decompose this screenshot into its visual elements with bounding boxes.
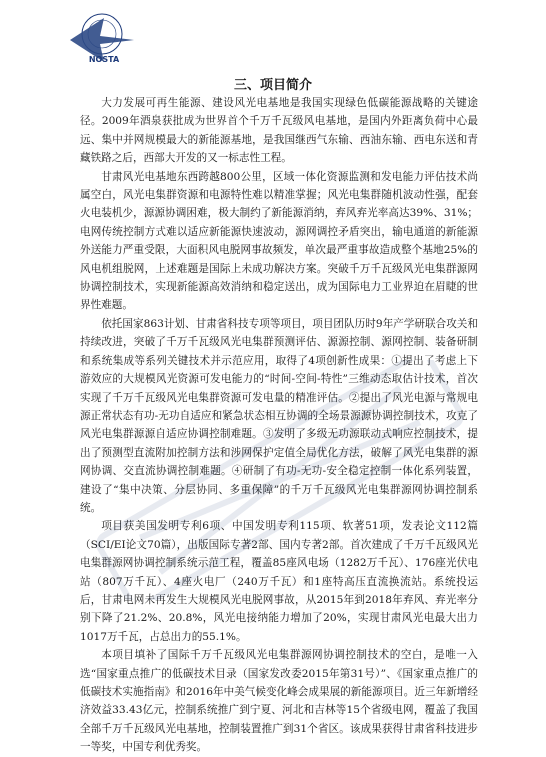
- document-body: [80, 94, 478, 757]
- logo-text: NOSTA: [88, 55, 120, 64]
- paragraph-1: 大力发展可再生能源、建设风光电基地是我国实现绿色低碳能源战略的关键途径。2009年酒泉获批成为世界首个千万千瓦级风电基地，是国内外距离负荷中心最远、集中并网规模最大的新能源基地，是我国继西气东输、西油东输、西电东送和青藏铁路之后，西部大开发的又一标志性工程。: [80, 97, 478, 165]
- nosta-logo: [60, 10, 140, 65]
- paragraph-3: 依托国家863计划、甘肃省科技专项等项目，项目团队历时9年产学研联合攻关和持续改进，突破了千万千瓦级风光电集群预测评估、源源控制、源网控制、装备研制和系统集成等系列关键技术并示范应用，取得了4项创新性成果：①提出了考虑上下游效应的大规模风光资源可发电能力的“时间-空间-特性”三维动态取估计技术，首次实现了千万千瓦级风光电集群资源可发电量的精准评估。②提出了风光电源与常规电源正常状态有功-无功自适应和紧急状态相互协调的全场景源源协调控制技术，攻克了风光电集群源源自适应协调控制难题。③发明了多级无功源联动式响应控制技术，提出了预测型直流附加控制方法和涉网保护定值全局优化方法，破解了风光电集群的源网协调、交直流协调控制难题。④研制了有功-无功-安全稳定控制一体化系列装置，建设了“集中决策、分层协同、多重保障”的千万千瓦级风光电集群源网协调控制系统。: [80, 317, 478, 514]
- paragraph-4: 项目获美国发明专利6项、中国发明专利115项、软著51项，发表论文112篇（SCI/EI论文70篇），出版国际专著2部、国内专著2部。首次建成了千万千瓦级风光电集群源网协调控制系统示范工程，覆盖85座风电场（1282万千瓦）、176座光伏电站（807万千瓦）、4座火电厂（240万千瓦）和1座特高压直流换流站。系统投运后，甘肃电网未再发生大规模风光电脱网事故，从2015年到2018年弃风、弃光率分别下降了21.2%、20.8%，风光电接纳能力增加了20%，实现甘肃风光电最大出力1017万千瓦，占总出力的55.1%。: [80, 520, 478, 643]
- paragraph-5: 本项目填补了国际千万千瓦级风光电集群源网协调控制技术的空白，是唯一入选“国家重点推广的低碳技术目录（国家发改委2015年第31号）”、《国家重点推广的低碳技术实施指南》和2016年中美气候变化峰会成果展的新能源项目。近三年新增经济效益33.43亿元，控制系统推广到宁夏、河北和吉林等15个省级电网，覆盖了我国全部千万千瓦级风光电基地，控制装置推广到31个省区。该成果获得甘肃省科技进步一等奖，中国专利优秀奖。: [80, 649, 478, 754]
- nosta-emblem-icon: [60, 10, 140, 65]
- section-title: 三、项目简介: [233, 78, 312, 93]
- paragraph-2: 甘肃风光电基地东西跨越800公里，区域一体化资源监测和发电能力评估技术尚属空白，风光电集群资源和电源特性难以精准掌握；风光电集群随机波动性强，配套火电装机少，源源协调困难，极大制约了新能源消纳，弃风弃光率高达39%、31%；电网传统控制方式难以适应新能源快速波动，源网调控矛盾突出，输电通道的新能源外送能力严重受限，大面积风电脱网事故频发，单次最严重事故造成整个基地25%的风电机组脱网，上述难题是国际上未成功解决方案。突破千万千瓦级风光电集群源网协调控制技术，实现新能源高效消纳和稳定送出，成为国际电力工业界迫在眉睫的世界性难题。: [80, 170, 478, 312]
